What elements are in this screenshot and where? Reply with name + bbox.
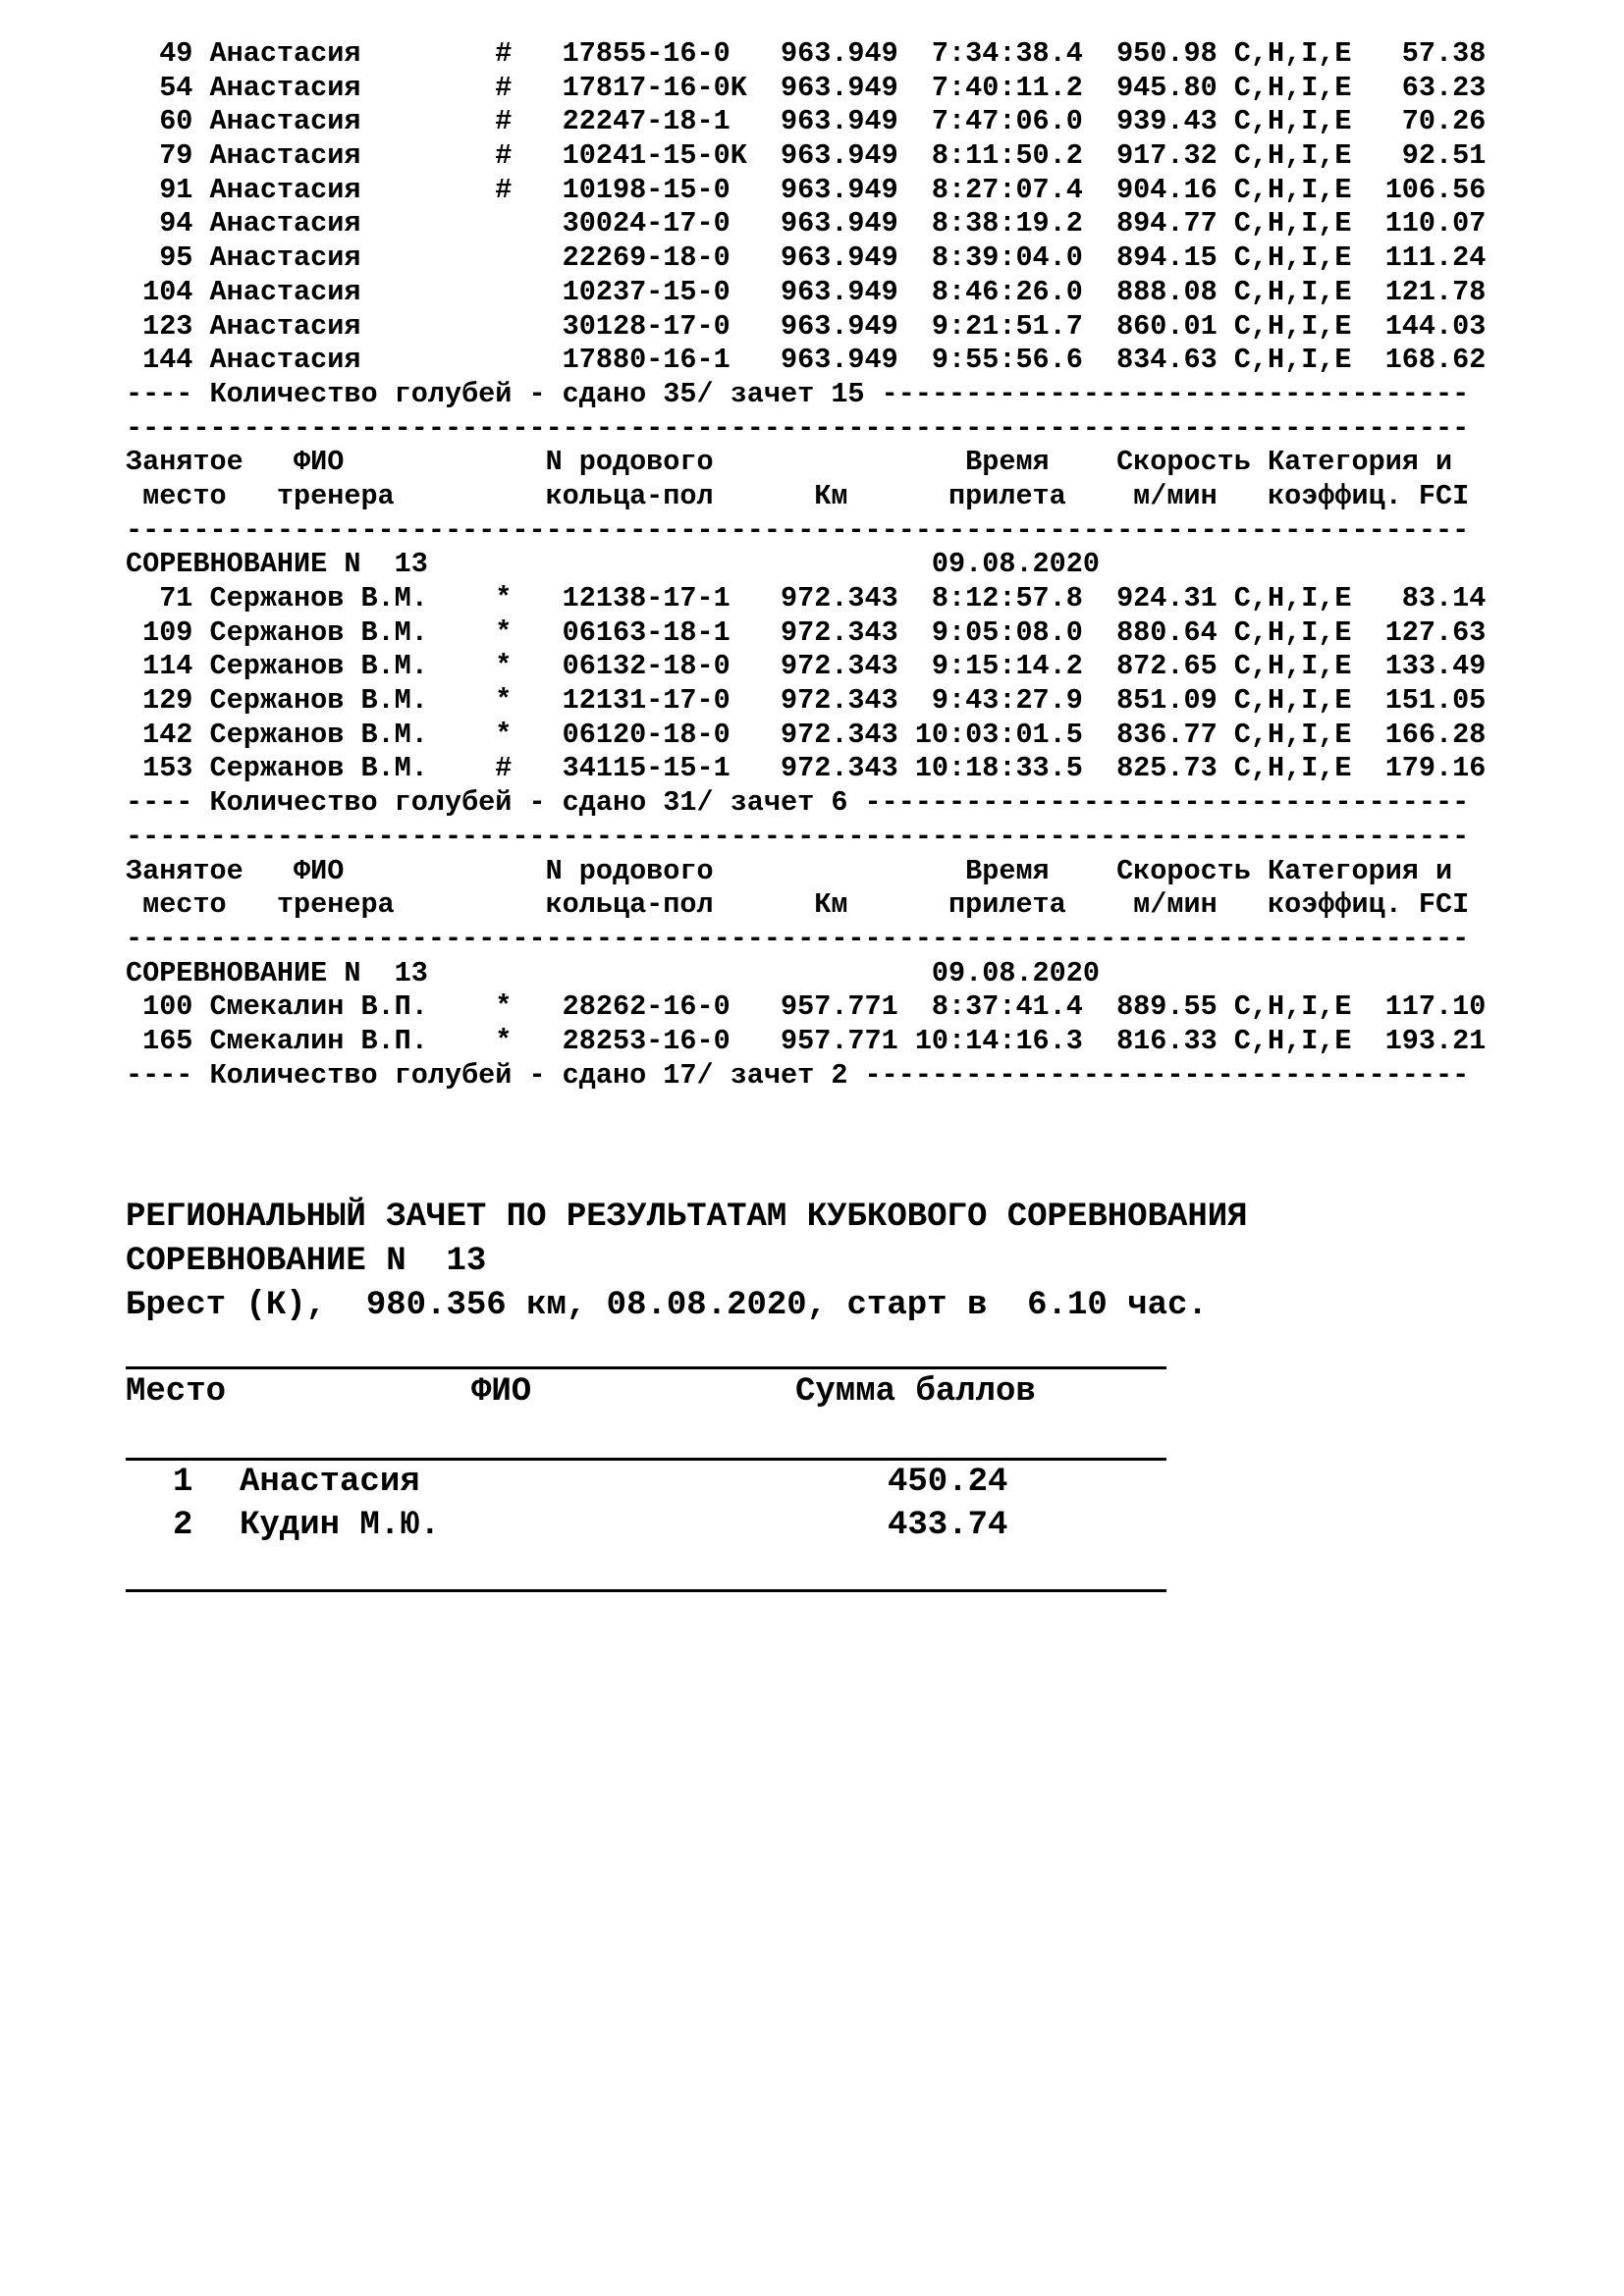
result-row: 94 Анастасия 30024-17-0 963.949 8:38:19.2 894.77 C,H,I,E 110.07 — [126, 207, 1487, 240]
group-summary-line: ---- Количество голубей - сдано 31/ зачет 6 ------------------------------------ — [126, 786, 1470, 820]
result-row: 49 Анастасия # 17855-16-0 963.949 7:34:38.4 950.98 C,H,I,E 57.38 — [126, 37, 1487, 70]
result-row: 95 Анастасия 22269-18-0 963.949 8:39:04.0 894.15 C,H,I,E 111.24 — [126, 241, 1487, 275]
result-row: 109 Сержанов В.М. * 06163-18-1 972.343 9:05:08.0 880.64 C,H,I,E 127.63 — [126, 615, 1487, 649]
column-header-line: место тренера кольца-пол Км прилета м/мин коэффиц. FCI — [126, 888, 1470, 922]
column-header-line: Занятое ФИО N родового Время Скорость Категория и — [126, 446, 1453, 479]
header-place: Место — [126, 1373, 227, 1411]
row-name: Анастасия — [240, 1464, 420, 1501]
competition-header-line: СОРЕВНОВАНИЕ N 13 09.08.2020 — [126, 548, 1100, 581]
result-row: 79 Анастасия # 10241-15-0K 963.949 8:11:50.2 917.32 C,H,I,E 92.51 — [126, 139, 1487, 173]
row-place: 2 — [173, 1507, 193, 1544]
result-row: 54 Анастасия # 17817-16-0K 963.949 7:40:11.2 945.80 C,H,I,E 63.23 — [126, 71, 1487, 104]
separator-line: -------------------------------------------------------------------------------- — [126, 513, 1470, 547]
group-summary-line: ---- Количество голубей - сдано 35/ зачет 15 ----------------------------------- — [126, 377, 1470, 410]
result-row: 114 Сержанов В.М. * 06132-18-0 972.343 9:15:14.2 872.65 C,H,I,E 133.49 — [126, 650, 1487, 683]
group-summary-line: ---- Количество голубей - сдано 17/ зачет 2 ------------------------------------ — [126, 1058, 1470, 1092]
result-row: 100 Смекалин В.П. * 28262-16-0 957.771 8:37:41.4 889.55 C,H,I,E 117.10 — [126, 990, 1487, 1024]
separator-line: -------------------------------------------------------------------------------- — [126, 820, 1470, 853]
separator-line: -------------------------------------------------------------------------------- — [126, 922, 1470, 955]
result-row: 91 Анастасия # 10198-15-0 963.949 8:27:07.4 904.16 C,H,I,E 106.56 — [126, 173, 1487, 206]
summary-competition: СОРЕВНОВАНИЕ N 13 — [126, 1243, 487, 1280]
row-score: 450.24 — [888, 1464, 1008, 1501]
table-bottom-rule — [126, 1589, 1166, 1592]
row-name: Кудин М.Ю. — [240, 1507, 441, 1544]
competition-header-line: СОРЕВНОВАНИЕ N 13 09.08.2020 — [126, 956, 1100, 989]
header-score: Сумма баллов — [795, 1373, 1036, 1411]
row-score: 433.74 — [888, 1507, 1008, 1544]
result-row: 104 Анастасия 10237-15-0 963.949 8:46:26.0 888.08 C,H,I,E 121.78 — [126, 275, 1487, 308]
column-header-line: Занятое ФИО N родового Время Скорость Категория и — [126, 854, 1453, 887]
header-name: ФИО — [471, 1373, 532, 1411]
result-row: 60 Анастасия # 22247-18-1 963.949 7:47:06.0 939.43 C,H,I,E 70.26 — [126, 105, 1487, 138]
regional-summary-heading — [126, 1196, 1500, 1328]
result-row: 142 Сержанов В.М. * 06120-18-0 972.343 10:03:01.5 836.77 C,H,I,E 166.28 — [126, 718, 1487, 751]
result-row: 71 Сержанов В.М. * 12138-17-1 972.343 8:12:57.8 924.31 C,H,I,E 83.14 — [126, 582, 1487, 614]
result-row: 165 Смекалин В.П. * 28253-16-0 957.771 10:14:16.3 816.33 C,H,I,E 193.21 — [126, 1024, 1487, 1057]
result-row: 123 Анастасия 30128-17-0 963.949 9:21:51.7 860.01 C,H,I,E 144.03 — [126, 309, 1487, 343]
result-row: 129 Сержанов В.М. * 12131-17-0 972.343 9:43:27.9 851.09 C,H,I,E 151.05 — [126, 684, 1487, 718]
row-place: 1 — [173, 1464, 193, 1501]
results-listing — [126, 37, 1486, 1093]
column-header-line: место тренера кольца-пол Км прилета м/мин коэффиц. FCI — [126, 479, 1470, 512]
result-row: 153 Сержанов В.М. # 34115-15-1 972.343 10:18:33.5 825.73 C,H,I,E 179.16 — [126, 752, 1487, 785]
separator-line: -------------------------------------------------------------------------------- — [126, 411, 1470, 445]
table-top-rule — [126, 1366, 1166, 1369]
table-header-rule — [126, 1458, 1166, 1461]
result-row: 144 Анастасия 17880-16-1 963.949 9:55:56.6 834.63 C,H,I,E 168.62 — [126, 344, 1487, 377]
summary-details: Брест (К), 980.356 км, 08.08.2020, старт в 6.10 час. — [126, 1287, 1208, 1324]
summary-title: РЕГИОНАЛЬНЫЙ ЗАЧЕТ ПО РЕЗУЛЬТАТАМ КУБКОВОГО СОРЕВНОВАНИЯ — [126, 1199, 1248, 1236]
